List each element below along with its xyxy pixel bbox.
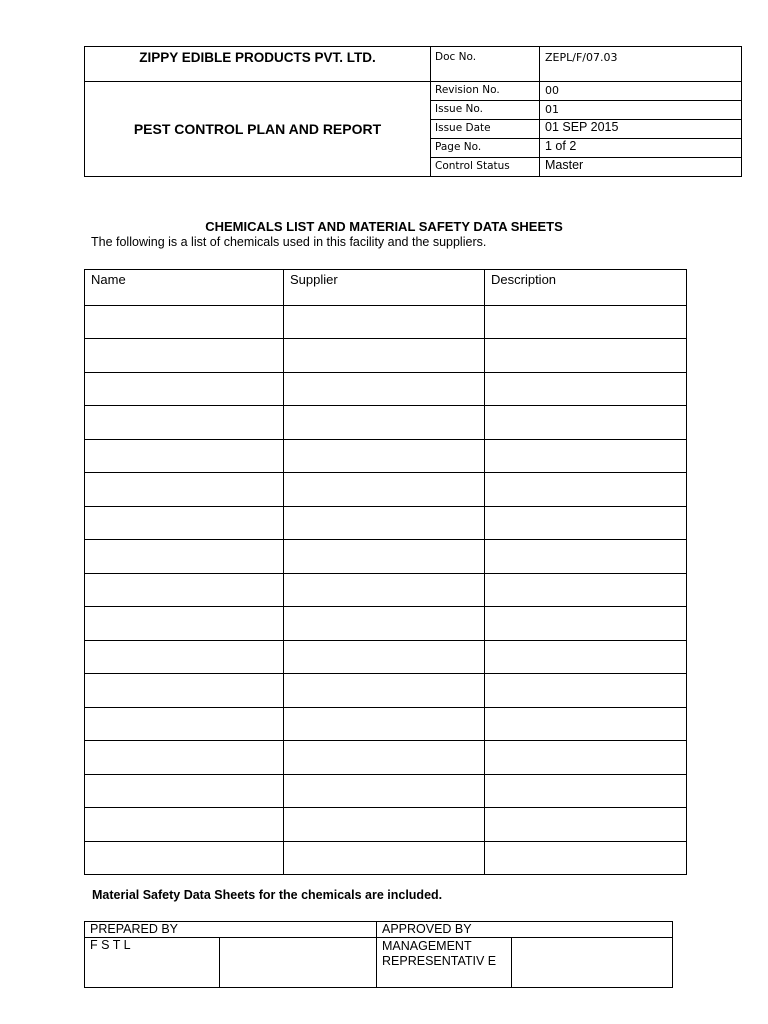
approved-by-signature[interactable] (512, 938, 673, 988)
chemical-description-cell[interactable] (485, 808, 687, 842)
chemical-description-cell[interactable] (485, 506, 687, 540)
approved-by-value: MANAGEMENT REPRESENTATIV E (377, 938, 512, 988)
chemical-name-cell[interactable] (85, 841, 284, 875)
chemical-name-cell[interactable] (85, 473, 284, 507)
chemical-name-cell[interactable] (85, 339, 284, 373)
chemical-supplier-cell[interactable] (284, 674, 485, 708)
chemical-name-cell[interactable] (85, 406, 284, 440)
table-row (85, 506, 687, 540)
chemical-name-cell[interactable] (85, 506, 284, 540)
chemical-name-cell[interactable] (85, 372, 284, 406)
chemical-name-cell[interactable] (85, 808, 284, 842)
doc-no-label: Doc No. (431, 47, 540, 82)
chemical-name-cell[interactable] (85, 573, 284, 607)
doc-no-value: ZEPL/F/07.03 (540, 47, 742, 82)
chemical-name-cell[interactable] (85, 439, 284, 473)
control-status-label: Control Status (431, 158, 540, 177)
chemical-supplier-cell[interactable] (284, 741, 485, 775)
chemical-supplier-cell[interactable] (284, 640, 485, 674)
revision-no-value: 00 (540, 82, 742, 101)
chemical-description-cell[interactable] (485, 540, 687, 574)
chemical-description-cell[interactable] (485, 305, 687, 339)
chemical-name-cell[interactable] (85, 305, 284, 339)
column-header-supplier: Supplier (284, 270, 485, 306)
document-header (84, 46, 742, 177)
control-status-value: Master (540, 158, 742, 177)
signoff-table (84, 921, 673, 988)
chemical-description-cell[interactable] (485, 841, 687, 875)
approved-by-label: APPROVED BY (377, 922, 673, 938)
table-row (85, 741, 687, 775)
table-row (85, 674, 687, 708)
page-no-value: 1 of 2 (540, 139, 742, 158)
chemical-supplier-cell[interactable] (284, 339, 485, 373)
chemical-supplier-cell[interactable] (284, 473, 485, 507)
chemical-name-cell[interactable] (85, 607, 284, 641)
chemical-supplier-cell[interactable] (284, 439, 485, 473)
chemical-supplier-cell[interactable] (284, 540, 485, 574)
chemical-supplier-cell[interactable] (284, 573, 485, 607)
chemical-supplier-cell[interactable] (284, 506, 485, 540)
chemical-description-cell[interactable] (485, 406, 687, 440)
company-name: ZIPPY EDIBLE PRODUCTS PVT. LTD. (85, 47, 431, 82)
chemical-supplier-cell[interactable] (284, 808, 485, 842)
table-row (85, 406, 687, 440)
chemical-supplier-cell[interactable] (284, 841, 485, 875)
chemical-description-cell[interactable] (485, 774, 687, 808)
table-row (85, 473, 687, 507)
table-row (85, 707, 687, 741)
issue-no-value: 01 (540, 101, 742, 120)
table-row (85, 305, 687, 339)
chemical-supplier-cell[interactable] (284, 607, 485, 641)
chemical-supplier-cell[interactable] (284, 774, 485, 808)
issue-no-label: Issue No. (431, 101, 540, 120)
chemical-name-cell[interactable] (85, 774, 284, 808)
chemical-name-cell[interactable] (85, 707, 284, 741)
prepared-by-value: F S T L (85, 938, 220, 988)
table-row (85, 607, 687, 641)
column-header-name: Name (85, 270, 284, 306)
page-no-label: Page No. (431, 139, 540, 158)
section-intro: The following is a list of chemicals used in this facility and the suppliers. (91, 235, 487, 249)
table-row (85, 339, 687, 373)
chemical-description-cell[interactable] (485, 607, 687, 641)
issue-date-label: Issue Date (431, 120, 540, 139)
table-row (85, 573, 687, 607)
chemical-name-cell[interactable] (85, 540, 284, 574)
chemical-name-cell[interactable] (85, 640, 284, 674)
revision-no-label: Revision No. (431, 82, 540, 101)
chemical-name-cell[interactable] (85, 741, 284, 775)
table-row (85, 439, 687, 473)
chemical-supplier-cell[interactable] (284, 305, 485, 339)
table-row (85, 774, 687, 808)
table-row (85, 372, 687, 406)
prepared-by-label: PREPARED BY (85, 922, 377, 938)
chemical-description-cell[interactable] (485, 707, 687, 741)
chemical-description-cell[interactable] (485, 372, 687, 406)
chemical-supplier-cell[interactable] (284, 406, 485, 440)
chemical-description-cell[interactable] (485, 473, 687, 507)
document-title: PEST CONTROL PLAN AND REPORT (85, 82, 431, 177)
chemical-description-cell[interactable] (485, 439, 687, 473)
table-row (85, 640, 687, 674)
table-row (85, 841, 687, 875)
section-title: CHEMICALS LIST AND MATERIAL SAFETY DATA SHEETS (205, 219, 563, 234)
issue-date-value: 01 SEP 2015 (540, 120, 742, 139)
column-header-description: Description (485, 270, 687, 306)
chemical-description-cell[interactable] (485, 573, 687, 607)
table-row (85, 540, 687, 574)
chemical-supplier-cell[interactable] (284, 372, 485, 406)
table-header-row (85, 270, 687, 306)
chemicals-table (84, 269, 687, 875)
msds-note: Material Safety Data Sheets for the chemicals are included. (92, 888, 443, 902)
chemical-name-cell[interactable] (85, 674, 284, 708)
chemical-description-cell[interactable] (485, 339, 687, 373)
chemical-description-cell[interactable] (485, 640, 687, 674)
chemical-description-cell[interactable] (485, 674, 687, 708)
chemical-description-cell[interactable] (485, 741, 687, 775)
chemical-supplier-cell[interactable] (284, 707, 485, 741)
prepared-by-signature[interactable] (220, 938, 377, 988)
table-row (85, 808, 687, 842)
